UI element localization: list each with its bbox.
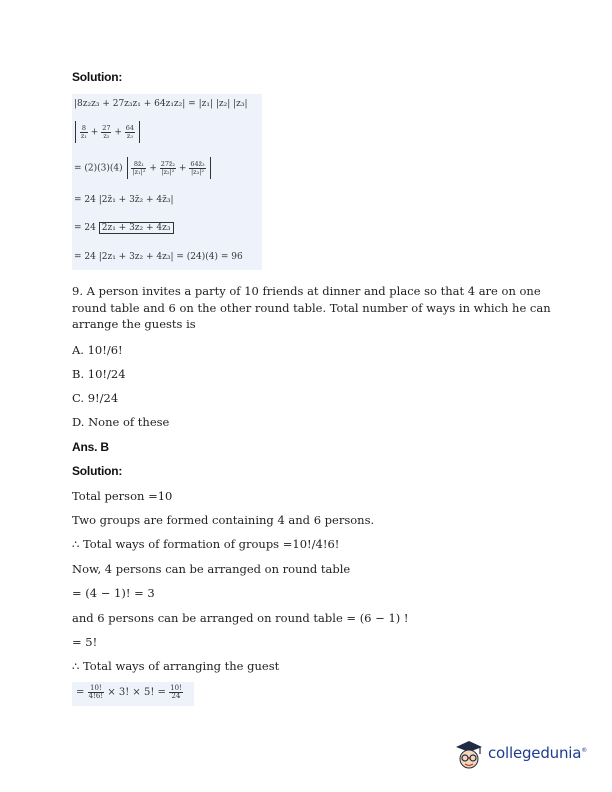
final-equation: = $\frac{10!}{4!6!}$ × 3! × 5! = $\frac{10!}{24}$ — [76, 684, 182, 700]
fraction: $\frac{\text{8z̄₁}}{\text{|z₁|²}}$ — [132, 159, 146, 176]
fraction: $\frac{64}{\text{z₃}}$ — [125, 123, 135, 140]
fraction: $\frac{27}{\text{z₂}}$ — [102, 123, 111, 140]
solution-line: Total person =10 — [72, 489, 173, 503]
solution-line: = 5! — [72, 635, 98, 649]
math-line-4: = 24 |2z̄₁ + 3z̄₂ + 4z̄₃| — [74, 195, 174, 205]
option-c: C. 9!/24 — [72, 391, 119, 405]
question-line-1: 9. A person invites a party of 10 friends at dinner and place so that 4 are on one — [72, 284, 541, 298]
solution-heading: Solution: — [72, 464, 123, 478]
fraction: $\frac{10!}{4!6!}$ — [88, 684, 104, 700]
answer-heading: Ans. B — [72, 440, 109, 454]
math-line-2: $\frac{8}{\text{z₁}}$ + $\frac{27}{\text{z₂}}$ + $\frac{64}{\text{z₃}}$ — [74, 121, 141, 143]
solution-line: = (4 − 1)! = 3 — [72, 586, 155, 600]
abs-bar-right — [139, 121, 140, 143]
math-line-1: |8z₂z₃ + 27z₃z₁ + 64z₁z₂| = |z₁| |z₂| |z₃| — [74, 99, 248, 109]
collegedunia-logo — [452, 738, 588, 772]
option-a: A. 10!/6! — [72, 343, 123, 357]
solution-line: and 6 persons can be arranged on round table = (6 − 1) ! — [72, 611, 409, 625]
solution-line: Two groups are formed containing 4 and 6 persons. — [72, 513, 375, 527]
question-line-2: round table and 6 on the other round table. Total number of ways in which he can — [72, 301, 551, 315]
logo-text: collegedunia® — [488, 744, 588, 762]
boxed-expression: 2z₁ + 3z₂ + 4z₃ — [99, 222, 174, 234]
option-b: B. 10!/24 — [72, 367, 126, 381]
solution-line: ∴ Total ways of arranging the guest — [72, 659, 280, 673]
fraction: $\frac{8}{\text{z₁}}$ — [80, 123, 87, 140]
fraction: $\frac{\text{27z̄₂}}{\text{|z₂|²}}$ — [160, 159, 176, 176]
math-line-3: = (2)(3)(4) $\frac{\text{8z̄₁}}{\text{|z₁|²}}$ + $\frac{\text{27z̄₂}}{\text{|z₂|²}}$ + $\frac{\text{64z̄₃}}{\text{|z₃|²}}$ — [74, 157, 212, 179]
solution-line: ∴ Total ways of formation of groups =10!/4!6! — [72, 537, 340, 551]
solution-heading: Solution: — [72, 70, 123, 84]
solution-line: Now, 4 persons can be arranged on round table — [72, 562, 351, 576]
math-line-6: = 24 |2z₁ + 3z₂ + 4z₃| = (24)(4) = 96 — [74, 252, 243, 262]
fraction: $\frac{\text{64z̄₃}}{\text{|z₃|²}}$ — [190, 159, 205, 176]
math-line-5: = 24 2z₁ + 3z₂ + 4z₃ — [74, 223, 174, 233]
graduate-mascot-icon — [452, 738, 486, 772]
abs-bar-left — [75, 121, 76, 143]
fraction: $\frac{10!}{24}$ — [170, 684, 182, 700]
question-line-3: arrange the guests is — [72, 317, 196, 331]
option-d: D. None of these — [72, 415, 170, 429]
